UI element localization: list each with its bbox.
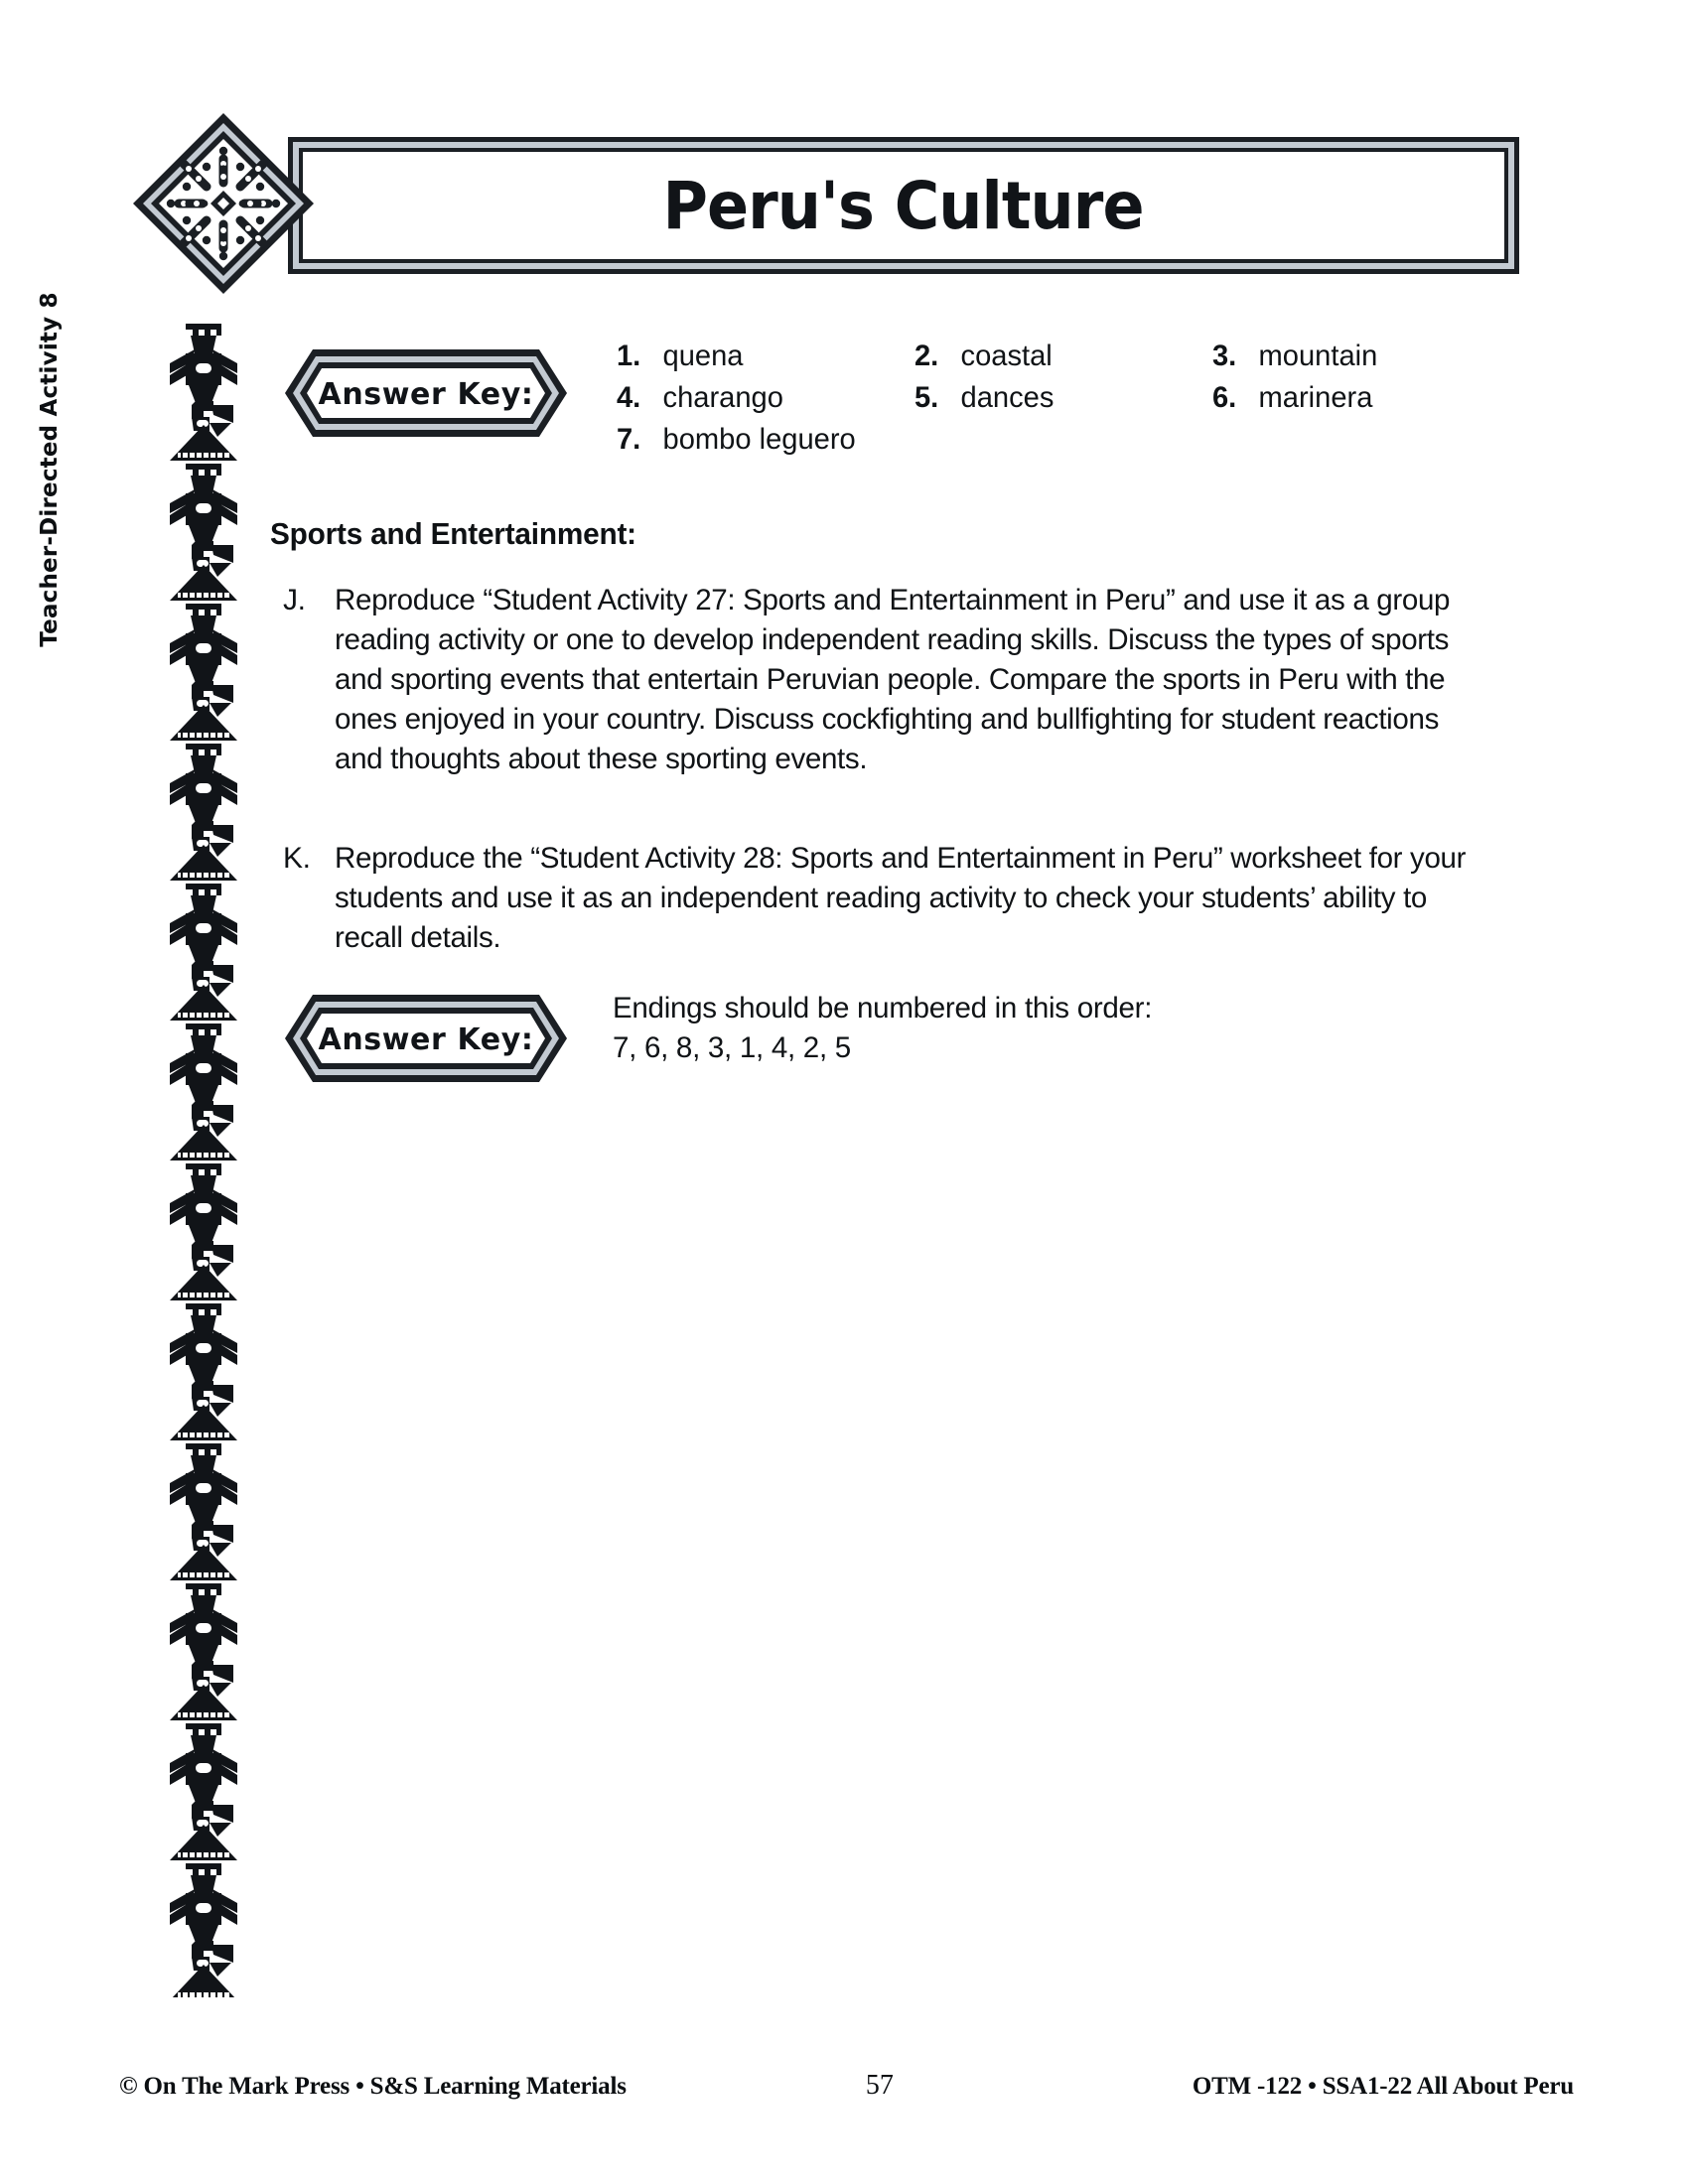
footer-copyright: © On The Mark Press • S&S Learning Materials [119,2073,627,2100]
answer-item-value: quena [662,340,744,372]
answer-item-value: mountain [1258,340,1378,372]
section-heading: Sports and Entertainment: [270,516,636,551]
answer-item [914,381,1203,415]
page-footer [119,2070,1574,2102]
paragraph-label: J. [283,584,306,616]
page-title: Peru's Culture [662,167,1145,244]
answer-key-items-grid [617,340,1510,457]
vertical-activity-label: Teacher-Directed Activity 8 [37,292,63,647]
answer-item-number: 6. [1212,381,1237,414]
answer-item [617,381,906,415]
answer-item-number: 4. [617,381,641,414]
answer-item-value: coastal [960,340,1053,372]
answer-item-value: dances [960,381,1055,414]
footer-product-code: OTM -122 • SSA1-22 All About Peru [1192,2073,1574,2100]
answer-item-value: marinera [1258,381,1373,414]
answer-key-block-1 [283,340,1510,457]
paragraph-text: Reproduce the “Student Activity 28: Sports and Entertainment in Peru” worksheet for your students and use it as an independent reading activity to check your students’ ability to recall details. [335,842,1467,954]
answer-item [1212,340,1501,373]
answer-key-badge-label: Answer Key: [318,376,534,412]
answer-key-block-2 [283,993,1160,1084]
answer-item-number: 2. [914,340,939,372]
answer-key-badge-label: Answer Key: [318,1022,534,1057]
page-header [129,109,1519,298]
answer-item-number: 7. [617,423,641,456]
answer-key-2-text [613,989,1152,1068]
andean-condor-border-pattern-icon [164,320,243,1997]
answer-key-badge [283,347,569,439]
answer-key-2-line-2: 7, 6, 8, 3, 1, 4, 2, 5 [613,1031,851,1064]
answer-key-badge [283,993,569,1084]
answer-item-number: 3. [1212,340,1237,372]
answer-item [617,423,906,457]
title-banner [288,137,1519,274]
answer-item-number: 5. [914,381,939,414]
instruction-paragraph-k [283,839,1506,958]
answer-key-2-line-1: Endings should be numbered in this order: [613,992,1153,1024]
answer-item [617,340,906,373]
instruction-paragraph-j [283,581,1506,779]
answer-item-value: charango [662,381,783,414]
answer-item [914,340,1203,373]
paragraph-label: K. [283,842,311,875]
paragraph-text: Reproduce “Student Activity 27: Sports and Entertainment in Peru” and use it as a group reading activity or one to develop independent reading skills. Discuss the types of sports and sporting events that entertain Peruvian people. Compare the sports in Peru with the ones enjoyed in your country. Discuss cockfighting and bullfighting for student reactions and thoughts about these sporting events. [335,584,1451,775]
answer-item [1212,381,1501,415]
answer-item-value: bombo leguero [662,423,856,456]
answer-item-number: 1. [617,340,641,372]
title-banner-inner [299,148,1508,263]
andean-diamond-motif-icon [129,109,318,298]
footer-page-number: 57 [865,2070,894,2101]
